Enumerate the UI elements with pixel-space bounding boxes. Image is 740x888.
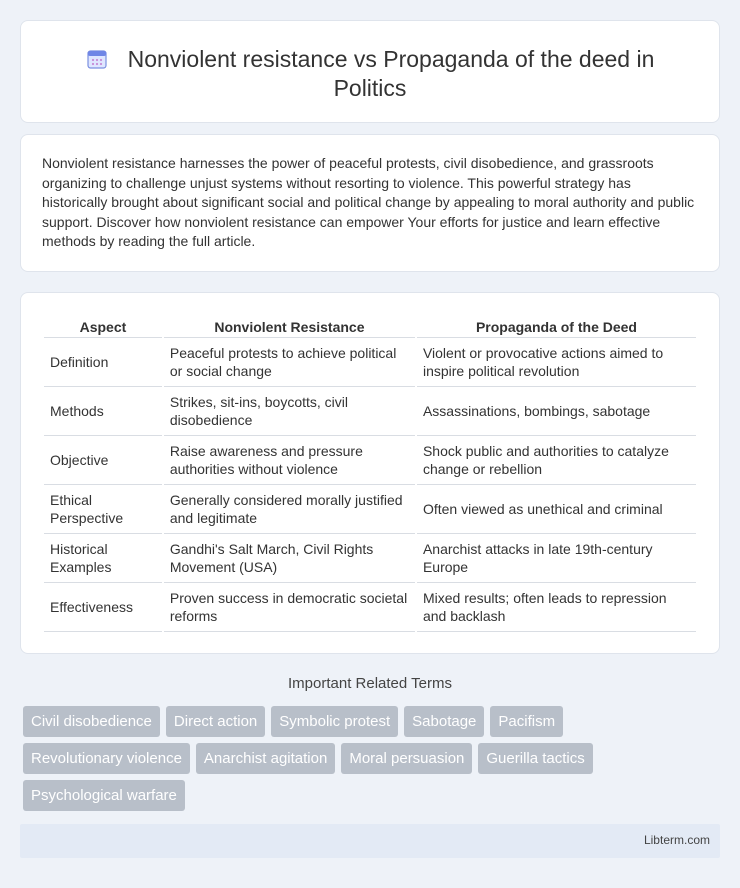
header-nonviolent-resistance: Nonviolent Resistance — [164, 314, 415, 338]
footer-site-link[interactable]: Libterm.com — [643, 833, 710, 847]
related-term-tag[interactable]: Sabotage — [404, 706, 484, 737]
related-term-tag[interactable]: Guerilla tactics — [478, 743, 592, 774]
table-row — [44, 485, 696, 534]
related-term-tag[interactable]: Anarchist agitation — [196, 743, 335, 774]
table-row — [44, 387, 696, 436]
row-aspect: Methods — [44, 387, 162, 436]
row-propaganda: Mixed results; often leads to repression and backlash — [417, 583, 696, 632]
row-nonviolent: Gandhi's Salt March, Civil Rights Movement (USA) — [164, 534, 415, 583]
related-term-tag[interactable]: Moral persuasion — [341, 743, 472, 774]
row-propaganda: Often viewed as unethical and criminal — [417, 485, 696, 534]
footer — [20, 824, 720, 858]
header-aspect: Aspect — [44, 314, 162, 338]
row-propaganda: Violent or provocative actions aimed to inspire political revolution — [417, 338, 696, 387]
page-title: Nonviolent resistance vs Propaganda of the deed in Politics — [127, 46, 655, 101]
row-nonviolent: Peaceful protests to achieve political or social change — [164, 338, 415, 387]
row-aspect: Definition — [44, 338, 162, 387]
intro-card — [20, 134, 720, 272]
header-propaganda-of-the-deed: Propaganda of the Deed — [417, 314, 696, 338]
comparison-table — [42, 314, 698, 632]
related-term-tag[interactable]: Revolutionary violence — [23, 743, 190, 774]
calendar-icon — [86, 48, 108, 70]
row-aspect: Ethical Perspective — [44, 485, 162, 534]
related-term-tag[interactable]: Direct action — [166, 706, 265, 737]
related-terms-heading: Important Related Terms — [288, 675, 452, 692]
page-title-wrap — [21, 45, 719, 103]
related-terms-list — [23, 706, 643, 817]
intro-paragraph: Nonviolent resistance harnesses the power of peaceful protests, civil disobedience, and grassroots organizing to challenge unjust systems without resorting to violence. This powerful strategy has historically brought about significant social and political change by appealing to moral authority and public support. Discover how nonviolent resistance can empower Your efforts for justice and learn effective methods by reading the full article. — [42, 155, 695, 250]
row-aspect: Effectiveness — [44, 583, 162, 632]
row-propaganda: Assassinations, bombings, sabotage — [417, 387, 696, 436]
row-nonviolent: Raise awareness and pressure authorities without violence — [164, 436, 415, 485]
row-aspect: Historical Examples — [44, 534, 162, 583]
row-nonviolent: Generally considered morally justified and legitimate — [164, 485, 415, 534]
row-propaganda: Shock public and authorities to catalyze change or rebellion — [417, 436, 696, 485]
row-nonviolent: Strikes, sit-ins, boycotts, civil disobedience — [164, 387, 415, 436]
table-header-row — [44, 314, 696, 338]
table-row — [44, 338, 696, 387]
row-nonviolent: Proven success in democratic societal reforms — [164, 583, 415, 632]
row-aspect: Objective — [44, 436, 162, 485]
table-row — [44, 436, 696, 485]
related-term-tag[interactable]: Symbolic protest — [271, 706, 398, 737]
comparison-table-card — [20, 292, 720, 654]
related-term-tag[interactable]: Pacifism — [490, 706, 563, 737]
table-row — [44, 534, 696, 583]
title-card — [20, 20, 720, 123]
table-row — [44, 583, 696, 632]
related-term-tag[interactable]: Psychological warfare — [23, 780, 185, 811]
row-propaganda: Anarchist attacks in late 19th-century Europe — [417, 534, 696, 583]
related-term-tag[interactable]: Civil disobedience — [23, 706, 160, 737]
